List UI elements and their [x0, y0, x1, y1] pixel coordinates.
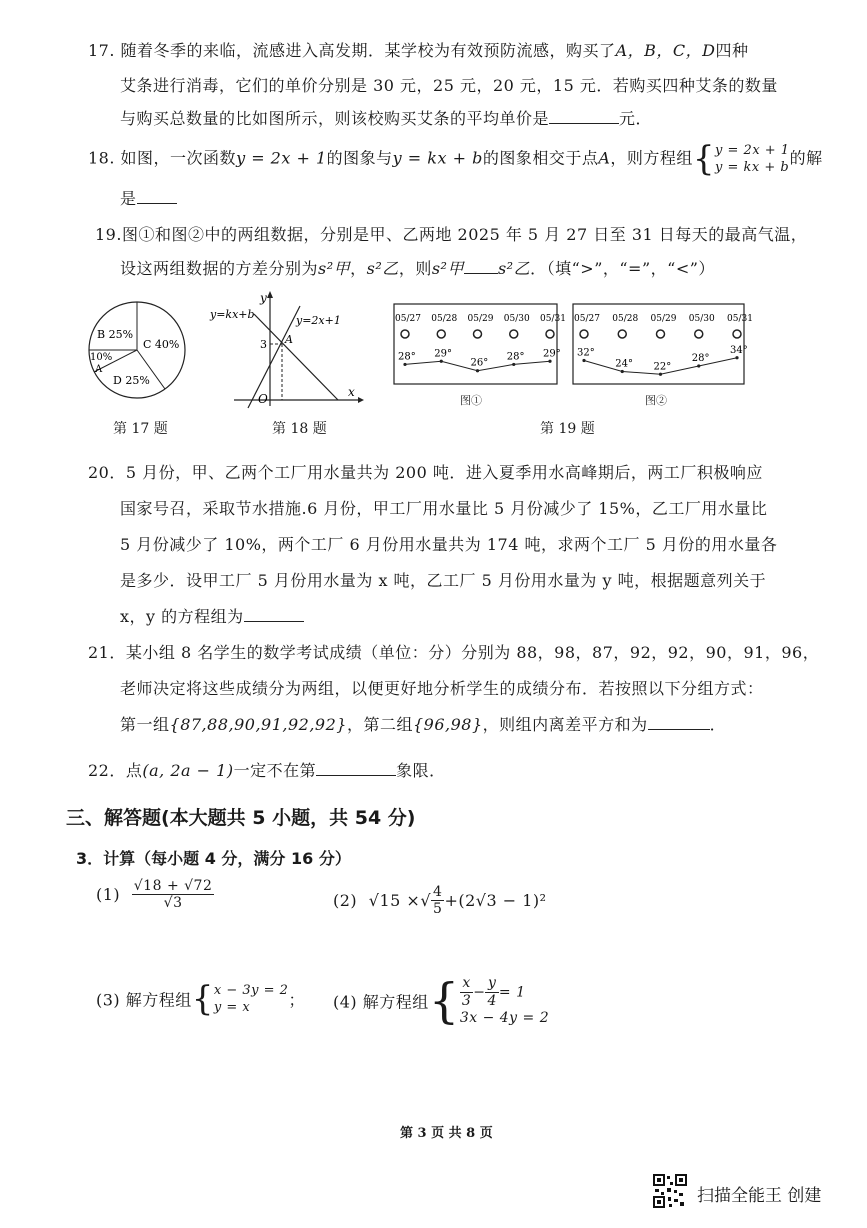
q19-chart-2: [572, 303, 753, 385]
section-3-title: 三、解答题(本大题共 5 小题，共 54 分): [66, 807, 416, 829]
q17-line3: 与购买总数量的比如图所示，则该校购买艾条的平均单价是 元．: [120, 109, 653, 128]
label-kx-b: y=kx+b: [210, 308, 255, 321]
pie-label-d: D 25%: [113, 374, 150, 387]
q20-answer-blank[interactable]: [244, 607, 304, 622]
q18-brace: {: [692, 139, 716, 179]
page-footer: 第 3 页 共 8 页: [400, 1126, 493, 1141]
temp-label: 32°: [577, 347, 595, 359]
temp-label: 29°: [434, 348, 452, 360]
q19-line2: 设这两组数据的方差分别为s²甲，s²乙，则s²甲 s²乙．（填“>”，“=”，“<”）: [120, 259, 715, 278]
q22-answer-blank[interactable]: [316, 761, 396, 776]
date-label: 05/30: [688, 314, 715, 324]
q19-fig2-label: 图②: [645, 394, 667, 407]
y-axis-label: y: [260, 291, 267, 305]
label-2x-1: y=2x+1: [296, 314, 341, 327]
date-label: 05/28: [612, 314, 639, 324]
temp-label: 26°: [470, 357, 489, 369]
q18-line1: 18. 如图，一次函数y = 2x + 1的图象与y = kx + b的图象相交于点A，则方程组{ y = 2x + 1 y = kx + b 的解: [88, 139, 823, 179]
q17-line1: 17. 随着冬季的来临，流感进入高发期．某学校为有效预防流感，购买了A，B，C，D四种: [88, 41, 749, 60]
weather-icon: [437, 330, 445, 338]
problem-1-fraction: $\frac{√18 + √72}{√3}$: [133, 878, 213, 911]
q21-line3: 第一组{87,88,90,91,92,92}，第二组{96,98}，则组内离差平方和为 ．: [120, 715, 727, 734]
q17-pie-chart: [85, 298, 190, 403]
temp-label: 22°: [653, 361, 672, 373]
q18-caption: 第 18 题: [272, 421, 327, 437]
weather-icon: [618, 330, 626, 338]
date-label: 05/31: [540, 314, 566, 324]
temp-label: 28°: [398, 351, 416, 363]
q19-line1: 19.图①和图②中的两组数据，分别是甲、乙两地 2025 年 5 月 27 日至 31 日每天的最高气温，: [95, 225, 808, 244]
q18-graph: [208, 288, 368, 410]
point-a-label: A: [285, 333, 293, 346]
q20-line1: 20．5 月份，甲、乙两个工厂用水量共为 200 吨．进入夏季用水高峰期后，两工厂积极响应: [88, 463, 763, 482]
date-label: 05/31: [727, 314, 753, 324]
line-2x-plus-1: [248, 306, 300, 408]
q20-line2: 国家号召，采取节水措施.6 月份，甲工厂用水量比 5 月份减少了 15%，乙工厂用水量比: [120, 499, 768, 518]
weather-icon: [510, 330, 518, 338]
pie-label-a-pct: 10%: [90, 352, 113, 363]
q21-line1: 21．某小组 8 名学生的数学考试成绩（单位：分）分别为 88，98，87，92，92，90，91，96，: [88, 643, 820, 662]
pie-label-b: B 25%: [97, 328, 134, 341]
temp-label: 24°: [615, 358, 633, 370]
x-axis-arrow: [358, 397, 364, 403]
q17-answer-blank[interactable]: [549, 109, 619, 124]
pie-label-a: A: [95, 364, 103, 375]
temp-label: 29°: [543, 348, 561, 360]
weather-icon: [401, 330, 409, 338]
q20-line4: 是多少．设甲工厂 5 月份用水量为 x 吨，乙工厂 5 月份用水量为 y 吨，根据题意列关于: [120, 571, 767, 590]
date-label: 05/29: [650, 314, 677, 324]
weather-icon: [657, 330, 665, 338]
q17-caption: 第 17 题: [113, 421, 168, 437]
temp-label: 28°: [506, 351, 525, 363]
origin-label: O: [258, 392, 268, 406]
date-label: 05/27: [395, 314, 421, 324]
weather-icon: [546, 330, 554, 338]
q19-answer-blank[interactable]: [464, 259, 498, 274]
problem-3: (3) 解方程组{ x − 3y = 2 y = x ；: [96, 979, 305, 1019]
section-3-subtitle: 3．计算（每小题 4 分，满分 16 分）: [76, 849, 351, 868]
q21-answer-blank[interactable]: [648, 715, 710, 730]
q21-line2: 老师决定将这些成绩分为两组，以便更好地分析学生的成绩分布．若按照以下分组方式：: [120, 679, 764, 698]
problem-1: (1) $\frac{√18 + √72}{√3}$: [96, 878, 213, 911]
problem-4: (4) 解方程组{ $\frac{x}{3}$ − $\frac{y}{4}$ = 1 3x − 4y = 2: [333, 973, 550, 1029]
q22-line: 22．点(a, 2a − 1)一定不在第 象限．: [88, 761, 446, 780]
weather-icon: [733, 330, 741, 338]
q17-number: 17.: [88, 41, 115, 60]
problem-2: (2) √15 ×√ $\frac{4}{5}$ +(2√3 − 1)²: [333, 884, 547, 917]
temp-label: 28°: [691, 353, 710, 364]
q19-fig1-label: 图①: [460, 394, 482, 407]
q20-line5: x，y 的方程组为: [120, 604, 304, 627]
date-label: 05/28: [431, 314, 458, 324]
q19-chart-1: [393, 303, 566, 385]
qr-code-icon: [652, 1173, 688, 1209]
watermark-text: 扫描全能王 创建: [697, 1186, 822, 1206]
date-label: 05/27: [574, 314, 600, 324]
pie-label-c: C 40%: [143, 338, 180, 351]
q17-line2: 艾条进行消毒，它们的单价分别是 30 元，25 元，20 元，15 元．若购买四种艾条的数量: [120, 76, 778, 95]
q18-system: y = 2x + 1 y = kx + b: [715, 143, 790, 175]
tick-3: 3: [260, 338, 267, 351]
weather-icon: [474, 330, 482, 338]
q20-line3: 5 月份减少了 10%，两个工厂 6 月份用水量共为 174 吨，求两个工厂 5 月份的用水量各: [120, 535, 778, 554]
x-axis-label: x: [348, 385, 355, 399]
date-label: 05/30: [503, 314, 530, 324]
weather-icon: [580, 330, 588, 338]
y-axis-arrow: [267, 291, 273, 298]
q18-answer-blank[interactable]: [137, 189, 177, 204]
problem-2-fraction: $\frac{4}{5}$: [433, 884, 443, 917]
date-label: 05/29: [467, 314, 494, 324]
temp-label: 34°: [730, 344, 748, 356]
q18-line2: 是: [120, 186, 177, 209]
q19-caption: 第 19 题: [540, 421, 595, 437]
weather-icon: [695, 330, 703, 338]
